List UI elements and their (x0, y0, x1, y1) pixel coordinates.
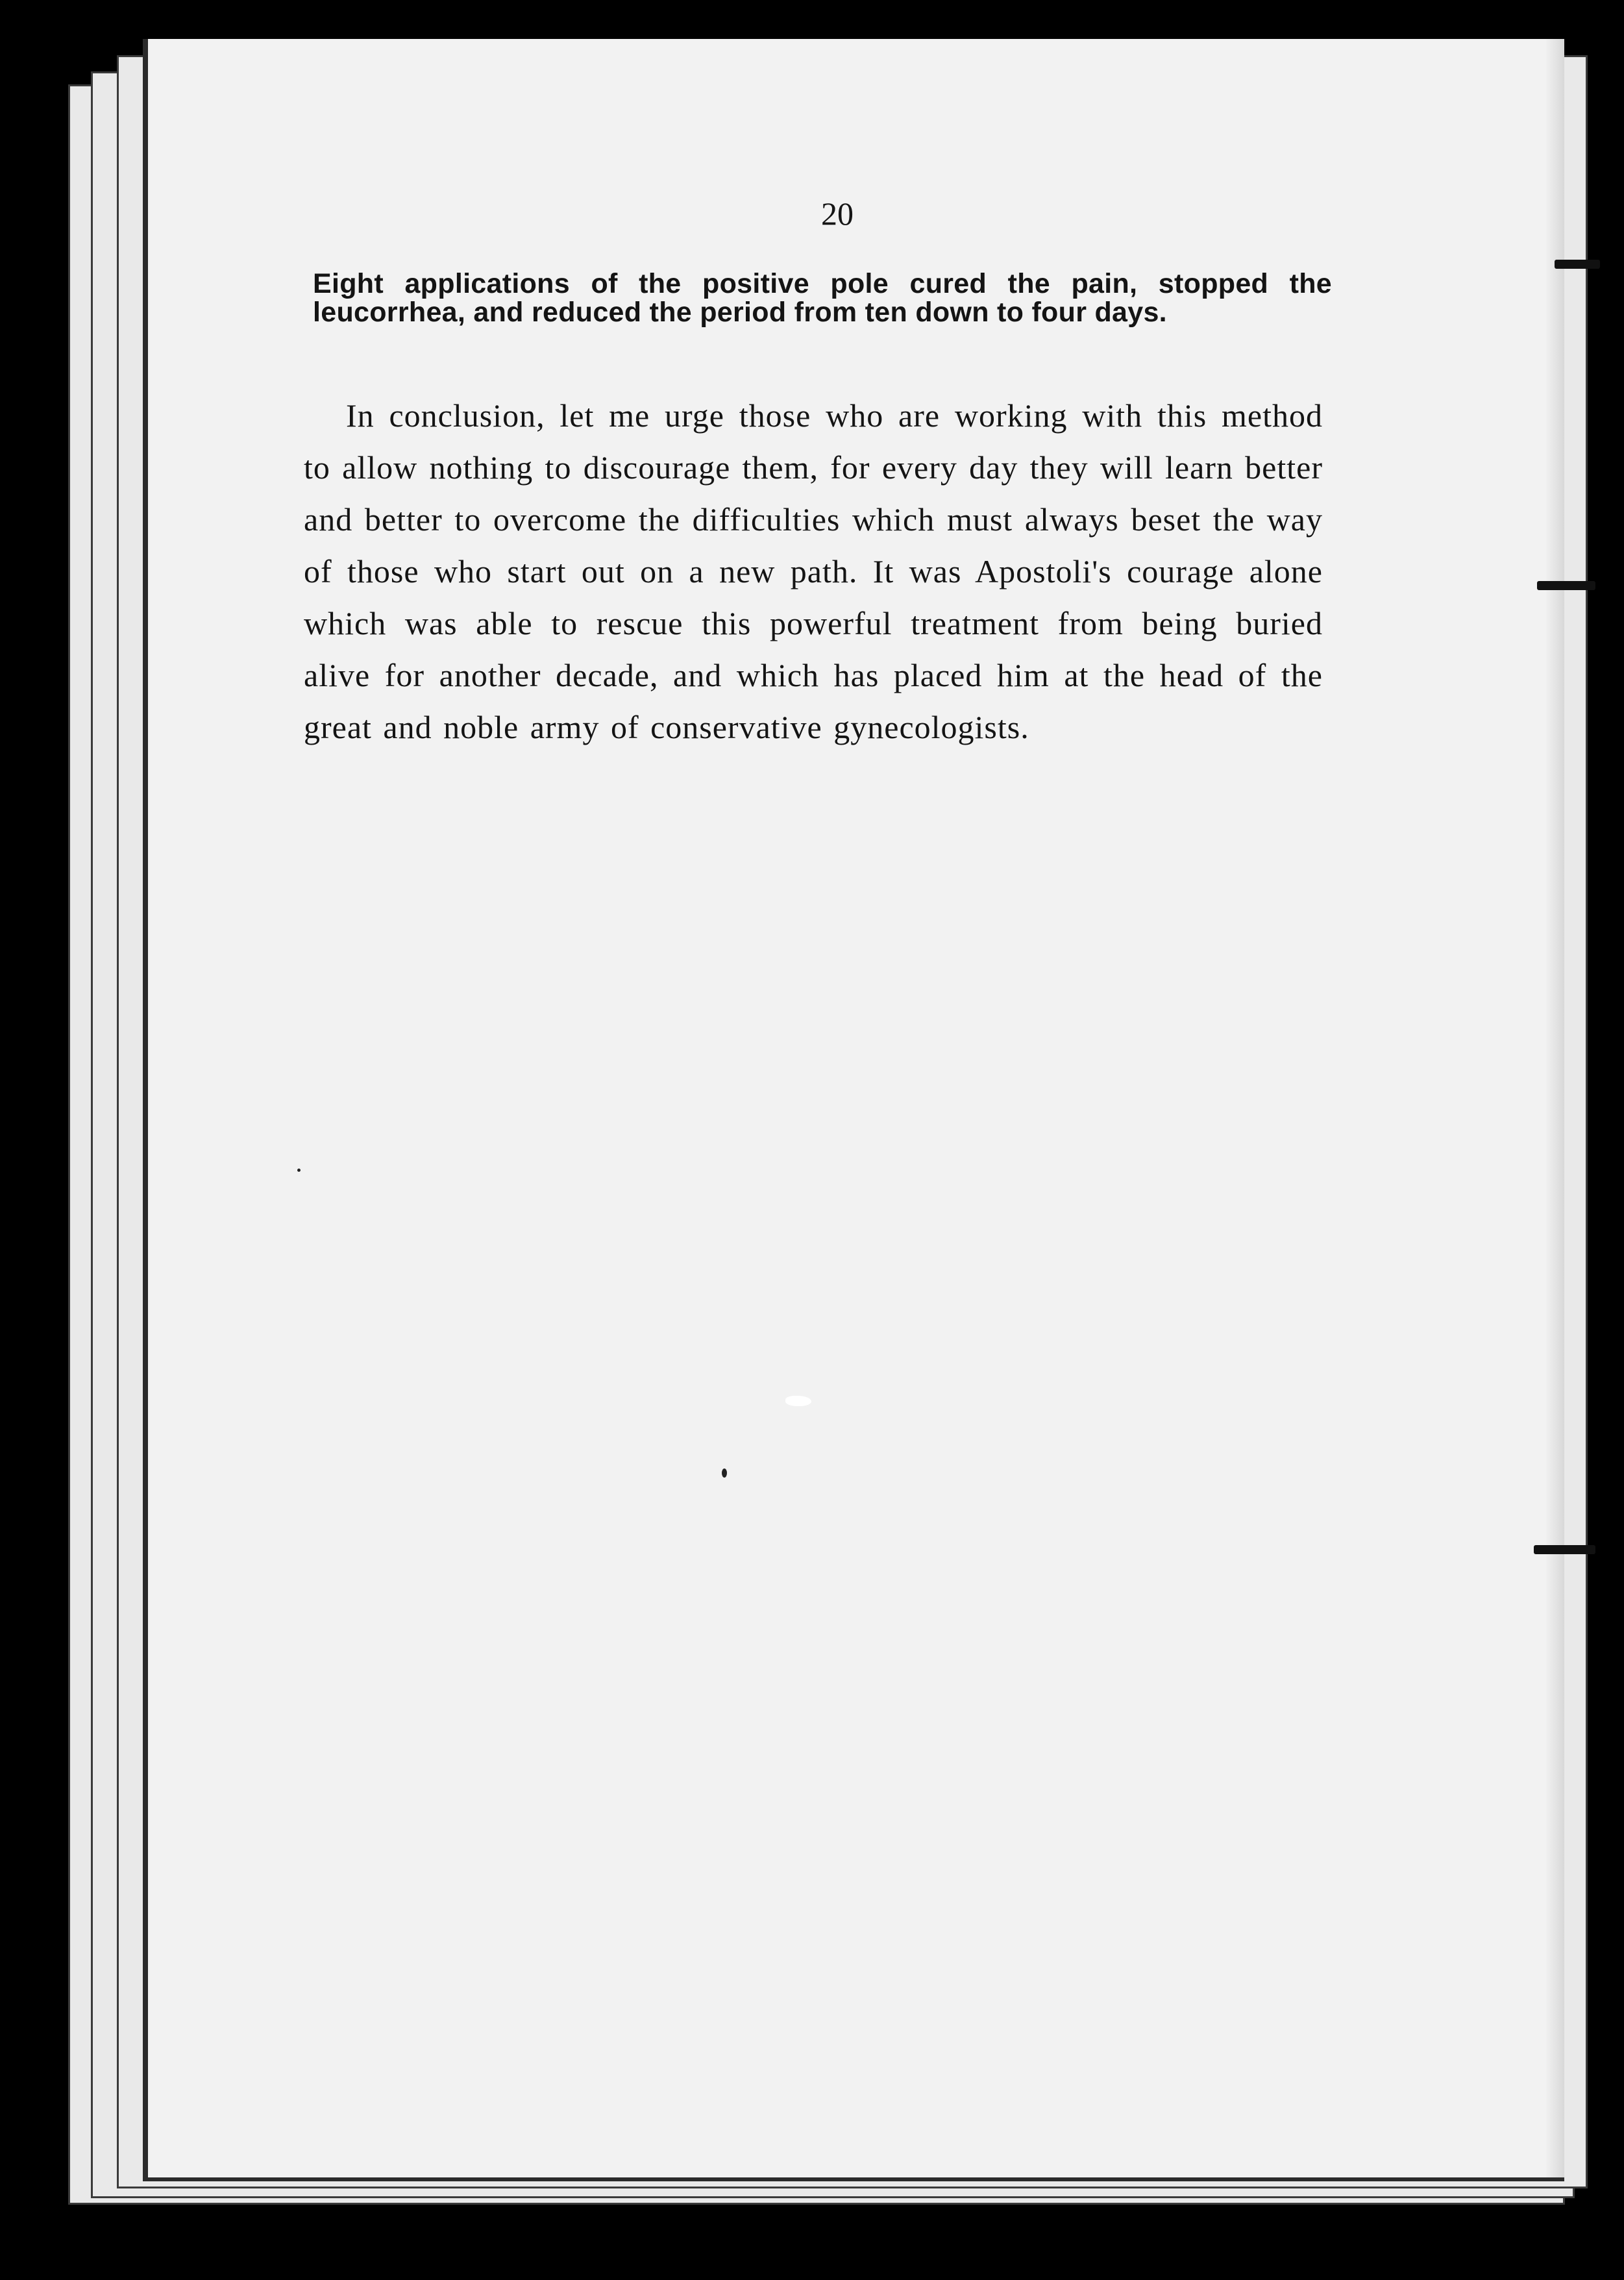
binding-mark (1534, 1545, 1595, 1554)
ink-speck (297, 1169, 301, 1172)
page-fold-shadow (1545, 39, 1564, 2177)
binding-mark (1537, 581, 1595, 590)
document-page (143, 39, 1564, 2181)
case-note-paragraph: Eight applications of the positive pole cured the pain, stopped the leucorrhea, and reduced the period from ten down to four days. (313, 268, 1332, 328)
conclusion-paragraph: In conclusion, let me urge those who are working with this method to allow nothing to discourage them, for every day they will learn better and better to overcome the difficulties which must always beset the way of those who start out on a new path. It was Apostoli's courage alone which was able to rescue this powerful treatment from being buried alive for another decade, and which has placed him at the head of the great and noble army of conservative gynecologists. (304, 397, 1323, 745)
page-number: 20 (821, 195, 854, 232)
paper-flaw (785, 1396, 811, 1406)
binding-mark (1555, 260, 1600, 269)
ink-speck (722, 1468, 727, 1478)
